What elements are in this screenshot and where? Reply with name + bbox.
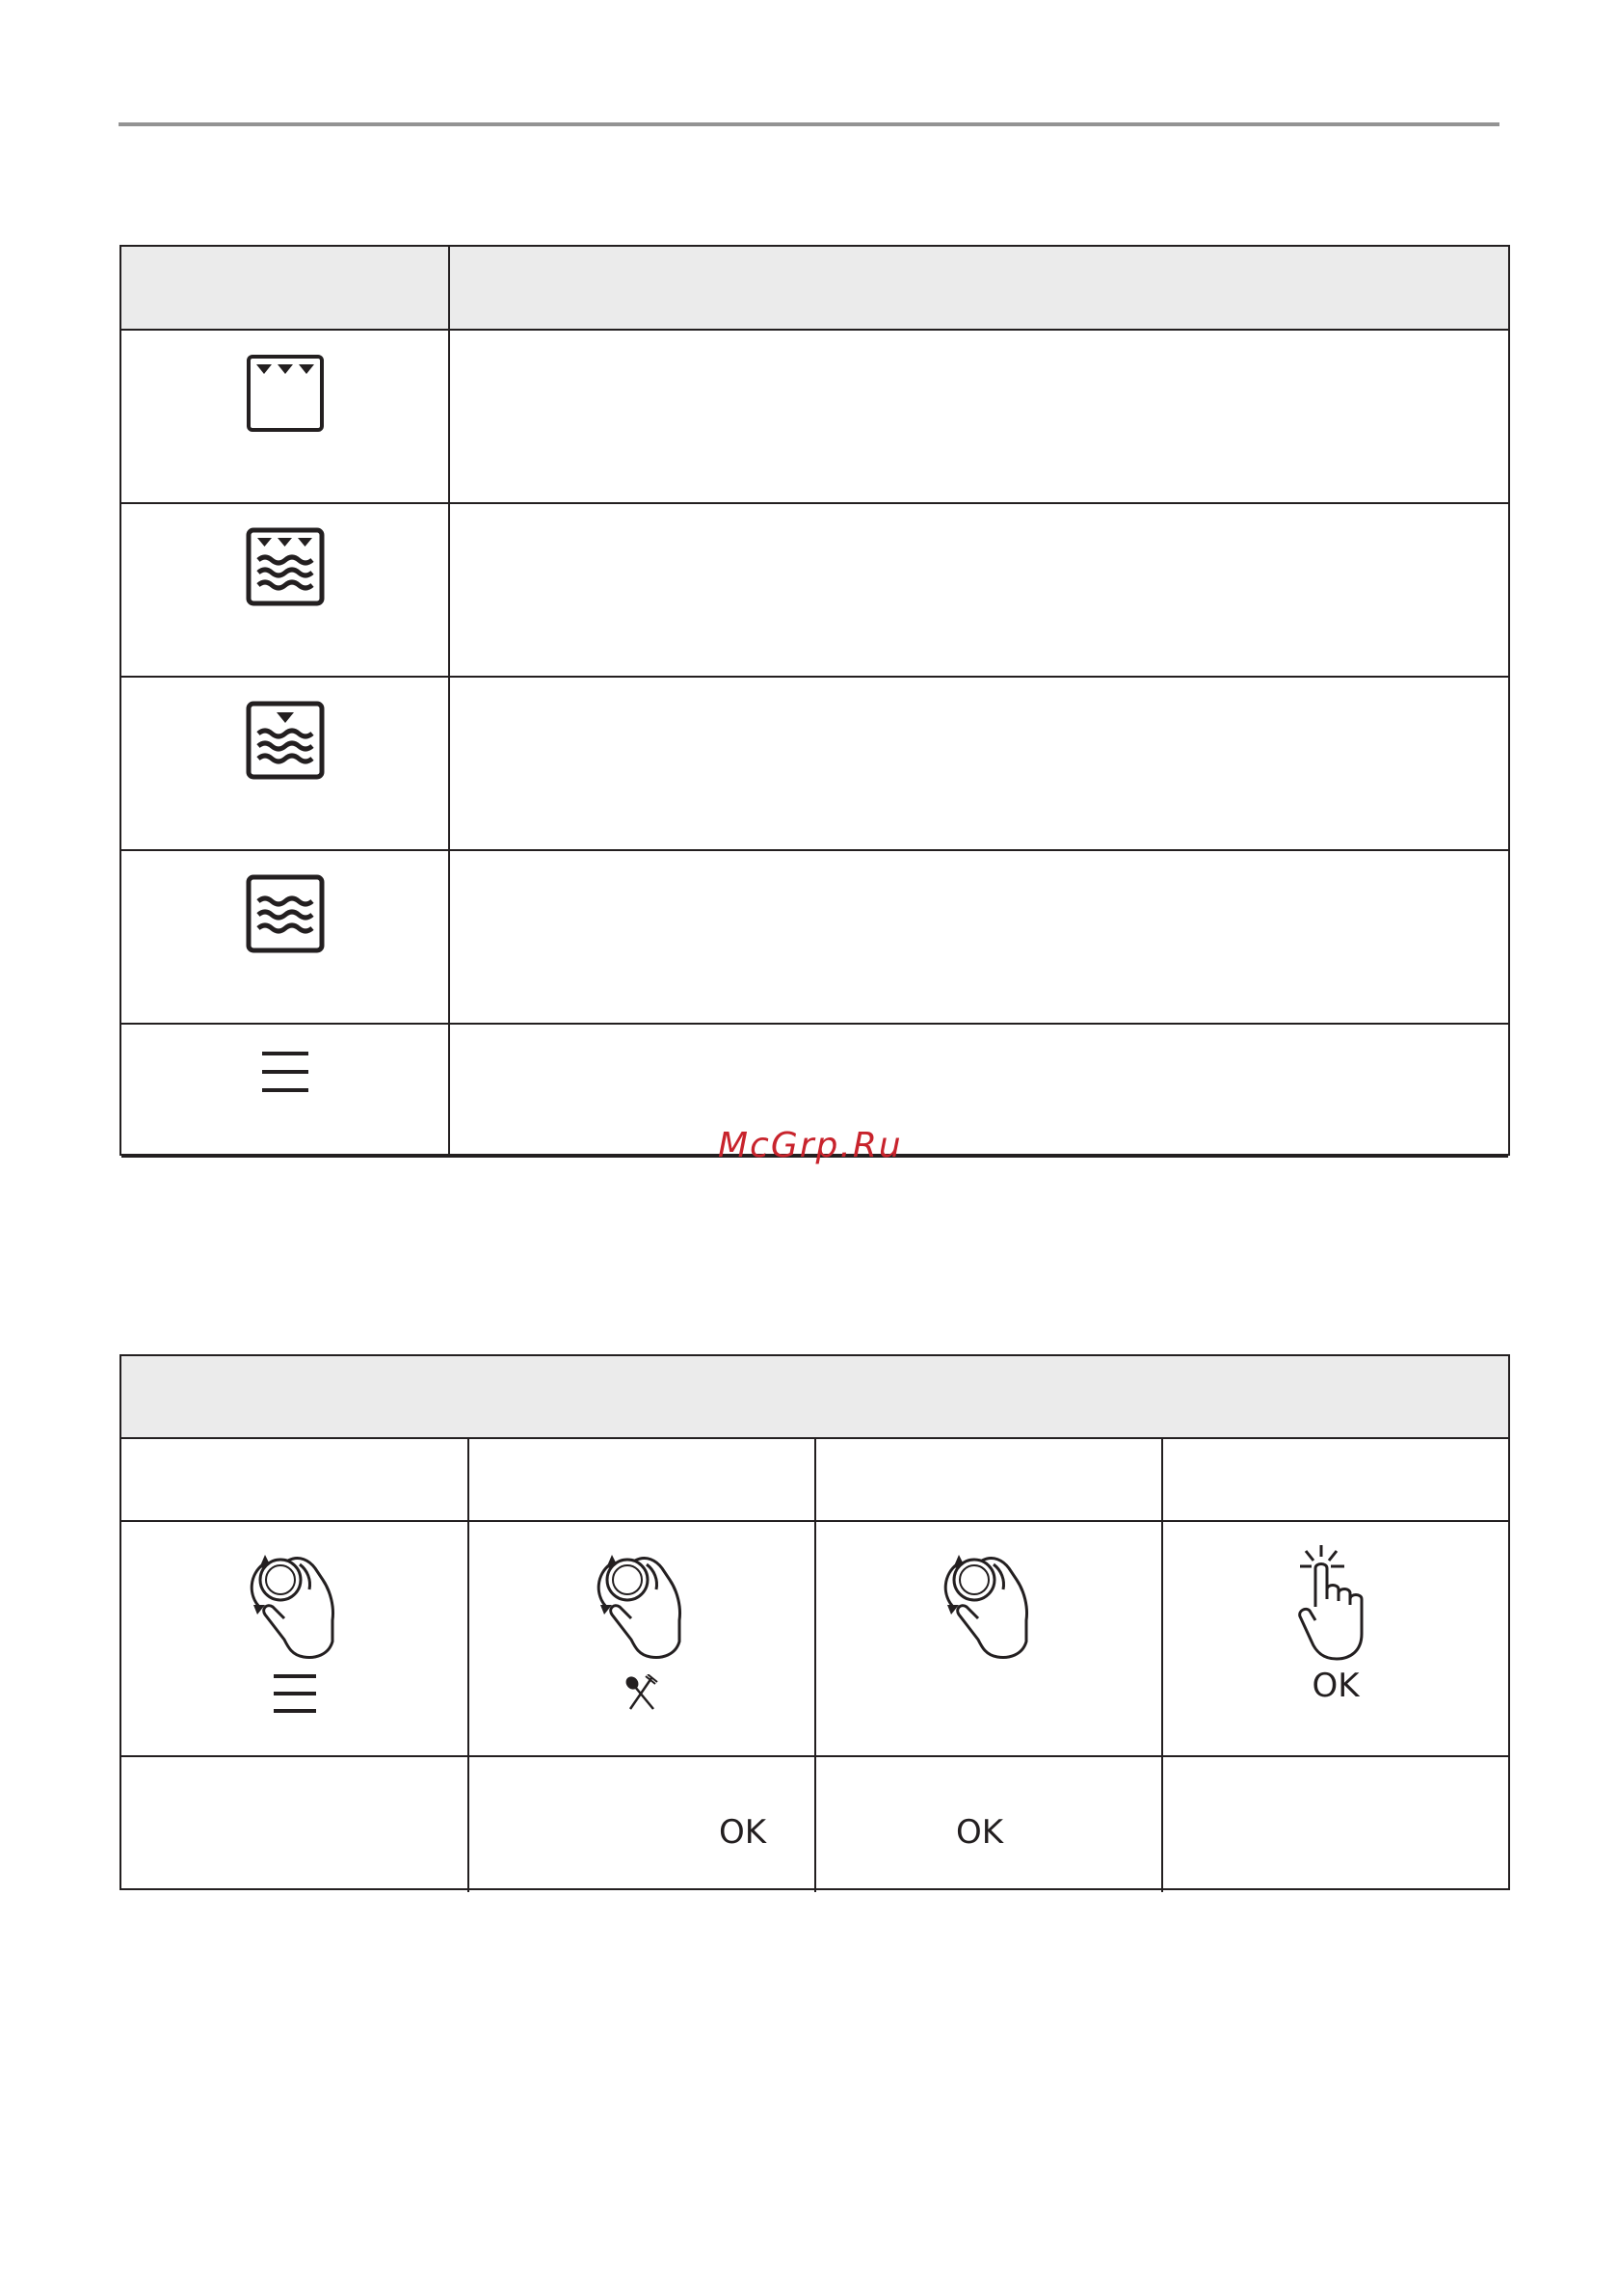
step-cell-2 [468,1522,815,1755]
step-cell-1 [121,1522,468,1755]
table-row [121,504,1508,678]
top-heat-icon [246,354,325,433]
table-row [121,678,1508,851]
icon-cell [121,504,448,606]
icon-cell [121,678,448,780]
table-row [121,331,1508,504]
rotate-knob-icon [242,1547,348,1663]
grill-microwave-icon [246,527,325,606]
watermark: McGrp.Ru [718,1126,903,1165]
rotate-knob-icon [936,1547,1042,1663]
press-button-icon [1292,1543,1379,1663]
functions-table-header [121,247,1508,331]
step-cell-3 [815,1522,1162,1755]
step-cell-4 [1162,1522,1509,1755]
top-rule [119,122,1499,126]
ok-label: OK [956,1813,1004,1852]
ok-label: OK [1312,1667,1360,1705]
icon-cell [121,851,448,953]
menu-icon [260,1048,310,1098]
fan-microwave-icon [246,701,325,780]
icon-cell [121,331,448,433]
icon-cell [121,1025,448,1098]
microwave-icon [246,874,325,953]
column-divider [448,247,450,1154]
steps-table [119,1354,1510,1890]
ok-label: OK [719,1813,767,1852]
functions-table [119,245,1510,1156]
cutlery-icon [623,1674,661,1713]
rotate-knob-icon [589,1547,695,1663]
table-row [121,851,1508,1025]
menu-icon [272,1672,318,1715]
steps-table-header [121,1356,1508,1439]
